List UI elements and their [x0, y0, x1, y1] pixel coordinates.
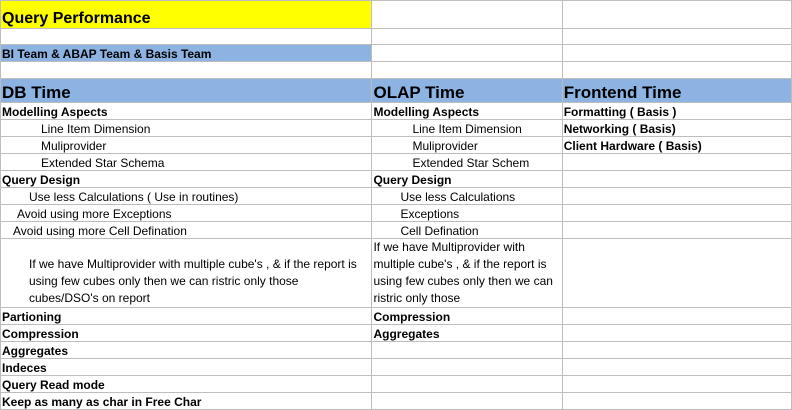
- sheet-row: [1, 393, 792, 410]
- sheet-row: [1, 137, 792, 154]
- empty-cell[interactable]: [562, 308, 791, 325]
- db-query-design-cell[interactable]: Query Design: [1, 171, 372, 188]
- empty-cell[interactable]: [562, 62, 791, 79]
- sheet-title-cell[interactable]: Query Performance: [1, 1, 372, 29]
- sheet-row: [1, 342, 792, 359]
- empty-cell[interactable]: [372, 62, 562, 79]
- olap-cell-def-cell[interactable]: Cell Defination: [372, 222, 562, 239]
- db-time-header[interactable]: DB Time: [1, 79, 372, 103]
- db-cell-def-cell[interactable]: Avoid using more Cell Defination: [1, 222, 372, 239]
- sheet-row: [1, 29, 792, 45]
- empty-cell[interactable]: [562, 205, 791, 222]
- db-read-mode-cell[interactable]: Query Read mode: [1, 376, 372, 393]
- olap-multiprovider-note-cell[interactable]: If we have Multiprovider with multiple cube's , & if the report is using few cubes only then we can ristric only those: [372, 239, 562, 308]
- sheet-row: [1, 308, 792, 325]
- frontend-formatting-cell[interactable]: Formatting ( Basis ): [562, 103, 791, 120]
- sheet-row: [1, 205, 792, 222]
- db-modelling-cell[interactable]: Modelling Aspects: [1, 103, 372, 120]
- empty-cell[interactable]: [562, 45, 791, 62]
- db-multiprovider-cell[interactable]: Muliprovider: [1, 137, 372, 154]
- sheet-row: [1, 79, 792, 103]
- empty-cell[interactable]: [372, 393, 562, 410]
- db-multiprovider-note-cell[interactable]: If we have Multiprovider with multiple cube's , & if the report is using few cubes only then we can ristric only those cubes/DSO's on report: [1, 239, 372, 308]
- sheet-row: [1, 376, 792, 393]
- empty-cell[interactable]: [1, 29, 372, 45]
- empty-cell[interactable]: [562, 342, 791, 359]
- team-cell[interactable]: BI Team & ABAP Team & Basis Team: [1, 45, 372, 62]
- empty-cell[interactable]: [562, 171, 791, 188]
- olap-aggregates-cell[interactable]: Aggregates: [372, 325, 562, 342]
- sheet-row: [1, 1, 792, 29]
- empty-cell[interactable]: [562, 239, 791, 308]
- frontend-time-header[interactable]: Frontend Time: [562, 79, 791, 103]
- frontend-client-hardware-cell[interactable]: Client Hardware ( Basis): [562, 137, 791, 154]
- db-exceptions-cell[interactable]: Avoid using more Exceptions: [1, 205, 372, 222]
- empty-cell[interactable]: [372, 376, 562, 393]
- db-free-char-cell[interactable]: Keep as many as char in Free Char: [1, 393, 372, 410]
- sheet-row: [1, 359, 792, 376]
- db-less-calc-cell[interactable]: Use less Calculations ( Use in routines): [1, 188, 372, 205]
- sheet-row: [1, 222, 792, 239]
- empty-cell[interactable]: [372, 359, 562, 376]
- sheet-row: [1, 103, 792, 120]
- sheet-row: [1, 188, 792, 205]
- empty-cell[interactable]: [372, 342, 562, 359]
- sheet-row: [1, 45, 792, 62]
- empty-cell[interactable]: [562, 325, 791, 342]
- sheet-row: [1, 325, 792, 342]
- olap-query-design-cell[interactable]: Query Design: [372, 171, 562, 188]
- empty-cell[interactable]: [372, 45, 562, 62]
- sheet-row: [1, 62, 792, 79]
- olap-time-header[interactable]: OLAP Time: [372, 79, 562, 103]
- olap-compression-cell[interactable]: Compression: [372, 308, 562, 325]
- db-indeces-cell[interactable]: Indeces: [1, 359, 372, 376]
- olap-modelling-cell[interactable]: Modelling Aspects: [372, 103, 562, 120]
- empty-cell[interactable]: [1, 62, 372, 79]
- empty-cell[interactable]: [562, 393, 791, 410]
- db-compression-cell[interactable]: Compression: [1, 325, 372, 342]
- db-line-item-cell[interactable]: Line Item Dimension: [1, 120, 372, 137]
- empty-cell[interactable]: [562, 1, 791, 29]
- sheet-row: [1, 154, 792, 171]
- olap-line-item-cell[interactable]: Line Item Dimension: [372, 120, 562, 137]
- frontend-networking-cell[interactable]: Networking ( Basis): [562, 120, 791, 137]
- empty-cell[interactable]: [562, 222, 791, 239]
- olap-multiprovider-cell[interactable]: Muliprovider: [372, 137, 562, 154]
- db-extended-star-cell[interactable]: Extended Star Schema: [1, 154, 372, 171]
- empty-cell[interactable]: [562, 359, 791, 376]
- olap-less-calc-cell[interactable]: Use less Calculations: [372, 188, 562, 205]
- sheet-row: [1, 171, 792, 188]
- olap-exceptions-cell[interactable]: Exceptions: [372, 205, 562, 222]
- olap-extended-star-cell[interactable]: Extended Star Schem: [372, 154, 562, 171]
- empty-cell[interactable]: [372, 1, 562, 29]
- sheet-row: [1, 239, 792, 308]
- db-partioning-cell[interactable]: Partioning: [1, 308, 372, 325]
- sheet-row: [1, 120, 792, 137]
- db-aggregates-cell[interactable]: Aggregates: [1, 342, 372, 359]
- empty-cell[interactable]: [562, 29, 791, 45]
- empty-cell[interactable]: [372, 29, 562, 45]
- empty-cell[interactable]: [562, 188, 791, 205]
- empty-cell[interactable]: [562, 376, 791, 393]
- empty-cell[interactable]: [562, 154, 791, 171]
